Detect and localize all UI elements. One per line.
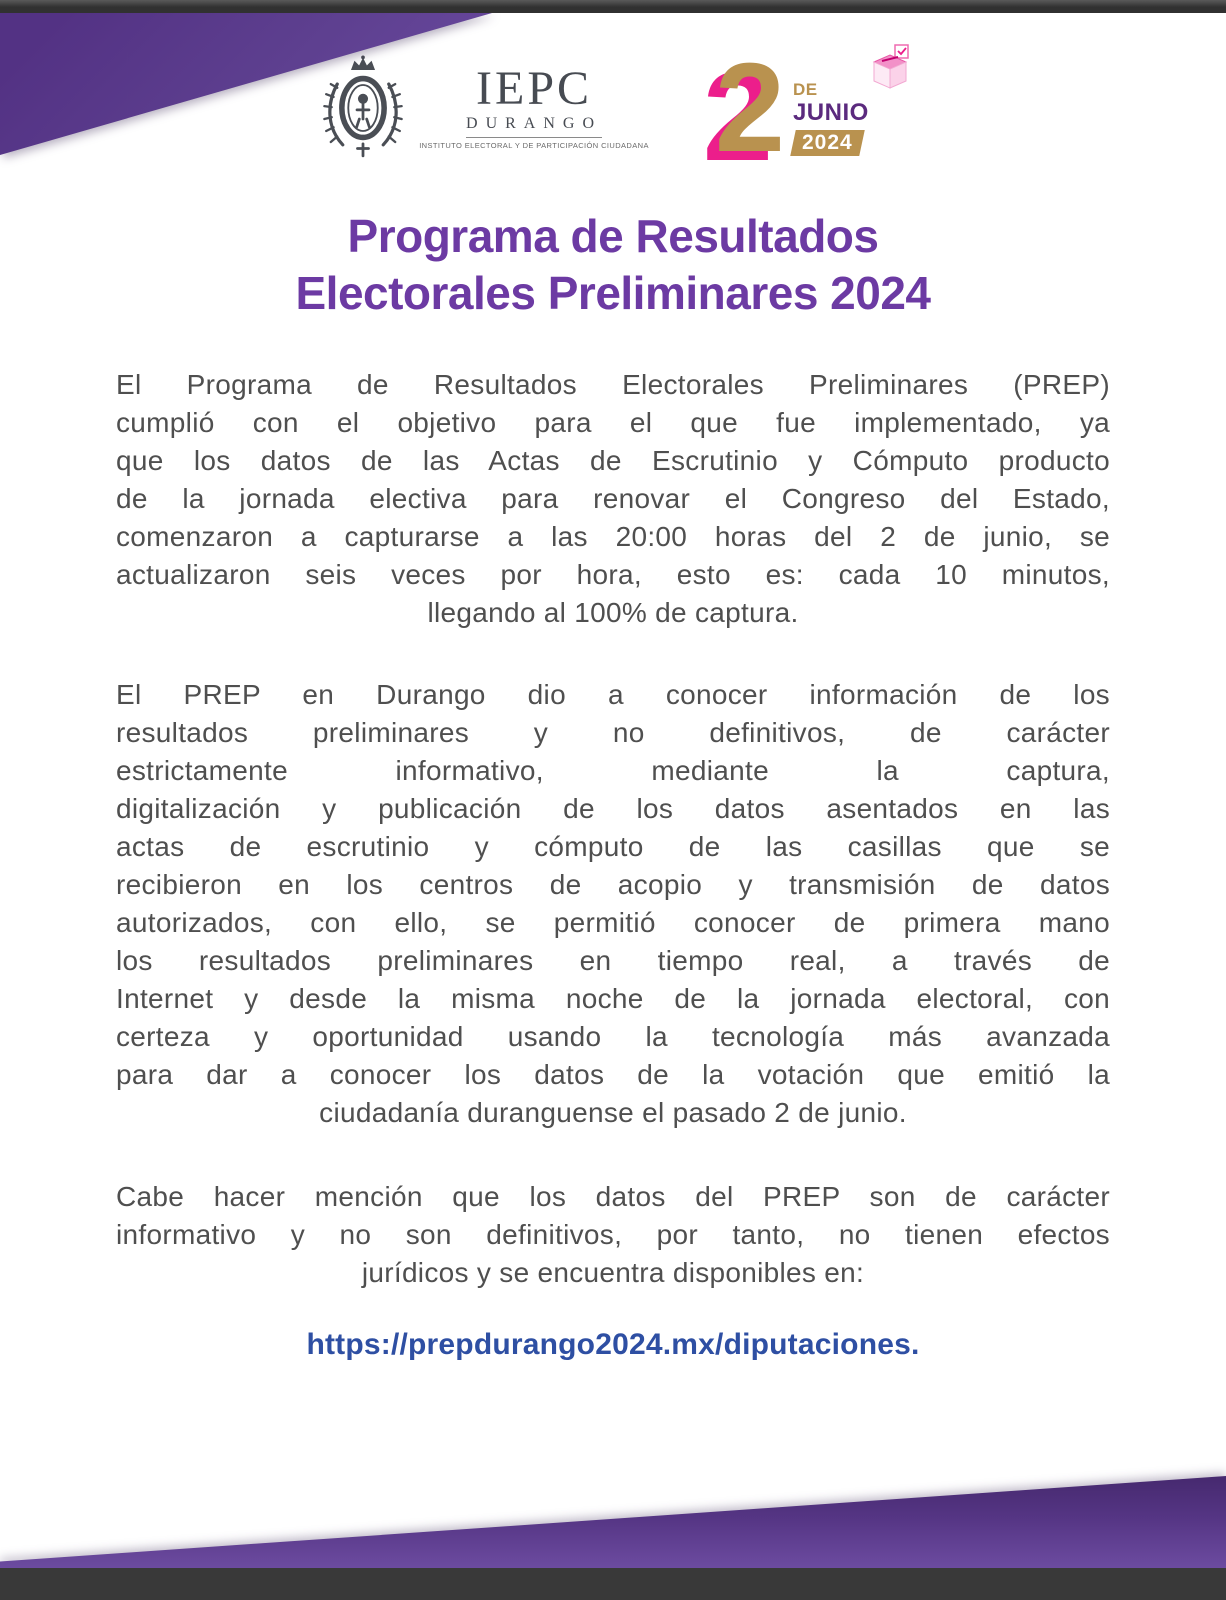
iepc-state-label: DURANGO — [466, 115, 602, 138]
text-line: autorizados, con ello, se permitió conocer de primera mano — [116, 907, 1110, 938]
text-line: resultados preliminares y no definitivos, de carácter — [116, 717, 1110, 748]
text-line: Internet y desde la misma noche de la jornada electoral, con — [116, 983, 1110, 1014]
text-line: certeza y oportunidad usando la tecnología más avanzada — [116, 1021, 1110, 1052]
junio-year-label: 2024 — [801, 131, 853, 154]
page-content — [0, 37, 1226, 1362]
text-line: llegando al 100% de captura. — [427, 597, 799, 628]
bottom-purple-wedge — [0, 1476, 1226, 1568]
big-number-2: 2 — [714, 37, 785, 178]
text-line: actas de escrutinio y cómputo de las casillas que se — [116, 831, 1110, 862]
dos-de-junio-2024-logo — [701, 37, 909, 178]
text-line: que los datos de las Actas de Escrutinio y Cómputo producto — [116, 445, 1110, 476]
junio-de-label: DE — [792, 80, 818, 99]
prep-results-link[interactable]: https://prepdurango2024.mx/diputaciones. — [306, 1328, 920, 1361]
text-line: ciudadanía duranguense el pasado 2 de junio. — [319, 1097, 907, 1128]
text-line: recibieron en los centros de acopio y transmisión de datos — [116, 869, 1110, 900]
text-line: para dar a conocer los datos de la votación que emitió la — [116, 1059, 1110, 1090]
junio-month-label: JUNIO — [792, 99, 869, 126]
top-left-purple-wedge-shape — [0, 13, 492, 155]
page-title-line1: Programa de Resultados — [347, 210, 879, 262]
text-line: estrictamente informativo, mediante la captura, — [116, 755, 1110, 786]
page-title — [116, 208, 1110, 322]
text-line: los resultados preliminares en tiempo real, a través de — [116, 945, 1110, 976]
junio-year-box — [790, 130, 864, 156]
junio-logo-column — [793, 60, 869, 156]
paragraph-2 — [116, 676, 1110, 1132]
paragraph-3 — [116, 1178, 1110, 1292]
link-row — [116, 1328, 1110, 1362]
text-line: jurídicos y se encuentra disponibles en: — [361, 1257, 865, 1288]
ballot-box-icon — [869, 44, 911, 90]
text-line: El PREP en Durango dio a conocer información de los — [116, 679, 1110, 710]
text-line: cumplió con el objetivo para el que fue implementado, ya — [116, 407, 1110, 438]
top-left-purple-wedge — [0, 13, 492, 155]
iepc-caption: INSTITUTO ELECTORAL Y DE PARTICIPACIÓN CIUDADANA — [419, 140, 649, 150]
page-title-line2: Electorales Preliminares 2024 — [295, 267, 931, 319]
bottom-purple-wedge-shape — [0, 1476, 1226, 1568]
text-line: comenzaron a capturarse a las 20:00 horas del 2 de junio, se — [116, 521, 1110, 552]
paragraph-1 — [116, 366, 1110, 632]
text-line: Cabe hacer mención que los datos del PREP son de carácter — [116, 1181, 1110, 1212]
text-line: informativo y no son definitivos, por tanto, no tienen efectos — [116, 1219, 1110, 1250]
text-line: El Programa de Resultados Electorales Preliminares (PREP) — [116, 369, 1110, 400]
text-line: actualizaron seis veces por hora, esto es: cada 10 minutos, — [116, 559, 1110, 590]
bottom-frame-bar — [0, 1568, 1226, 1600]
top-frame-bar — [0, 0, 1226, 13]
text-line: digitalización y publicación de los datos asentados en las — [116, 793, 1110, 824]
iepc-acronym: IEPC — [476, 61, 593, 115]
text-line: de la jornada electiva para renovar el Congreso del Estado, — [116, 483, 1110, 514]
